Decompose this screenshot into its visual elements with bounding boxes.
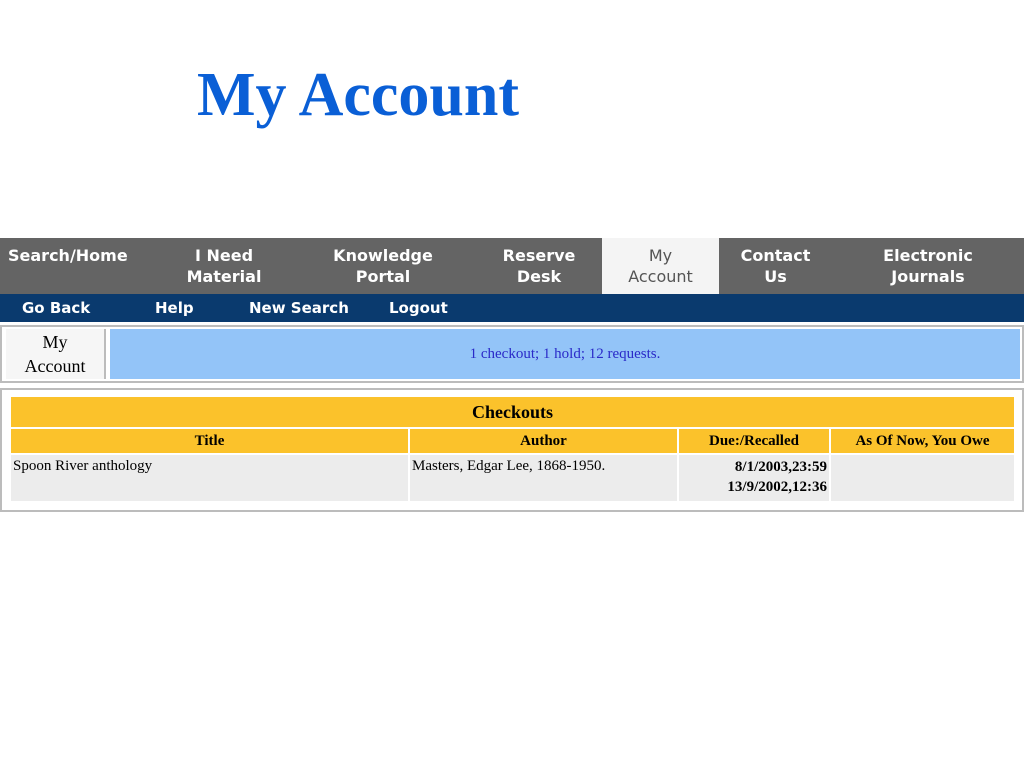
checkouts-panel <box>0 388 1024 512</box>
cell-owe <box>831 455 1014 501</box>
section-label: My Account <box>6 329 106 379</box>
sub-nav <box>0 294 1024 322</box>
checkouts-table <box>9 395 1016 503</box>
tab-knowledge-portal[interactable]: Knowledge Portal <box>333 246 433 286</box>
column-header-due: Due:/Recalled <box>679 429 829 453</box>
column-header-owe: As Of Now, You Owe <box>831 429 1014 453</box>
table-row <box>11 455 1014 501</box>
column-header-author: Author <box>410 429 677 453</box>
logout-link[interactable]: Logout <box>389 299 448 317</box>
tab-reserve-desk[interactable]: Reserve Desk <box>502 246 576 286</box>
cell-title: Spoon River anthology <box>11 455 408 501</box>
cell-due-recalled <box>679 455 829 501</box>
tab-search-home[interactable]: Search/Home <box>8 246 128 265</box>
cell-author: Masters, Edgar Lee, 1868-1950. <box>410 455 677 501</box>
new-search-link[interactable]: New Search <box>249 299 349 317</box>
main-nav-tabs <box>0 238 1024 294</box>
account-summary: 1 checkout; 1 hold; 12 requests. <box>110 329 1020 379</box>
help-link[interactable]: Help <box>155 299 194 317</box>
recalled-date: 13/9/2002,12:36 <box>727 479 827 495</box>
tab-contact-us[interactable]: Contact Us <box>740 246 811 286</box>
tab-electronic-journals[interactable]: Electronic Journals <box>883 246 973 286</box>
due-date: 8/1/2003,23:59 <box>734 459 827 475</box>
tab-i-need-material[interactable]: I Need Material <box>186 246 262 286</box>
account-status-bar <box>0 325 1024 383</box>
checkouts-caption: Checkouts <box>11 397 1014 427</box>
column-header-title: Title <box>11 429 408 453</box>
slide-title: My Account <box>197 61 520 129</box>
go-back-link[interactable]: Go Back <box>22 299 91 317</box>
library-account-panel <box>0 238 1024 512</box>
tab-my-account[interactable]: My Account <box>602 238 719 294</box>
